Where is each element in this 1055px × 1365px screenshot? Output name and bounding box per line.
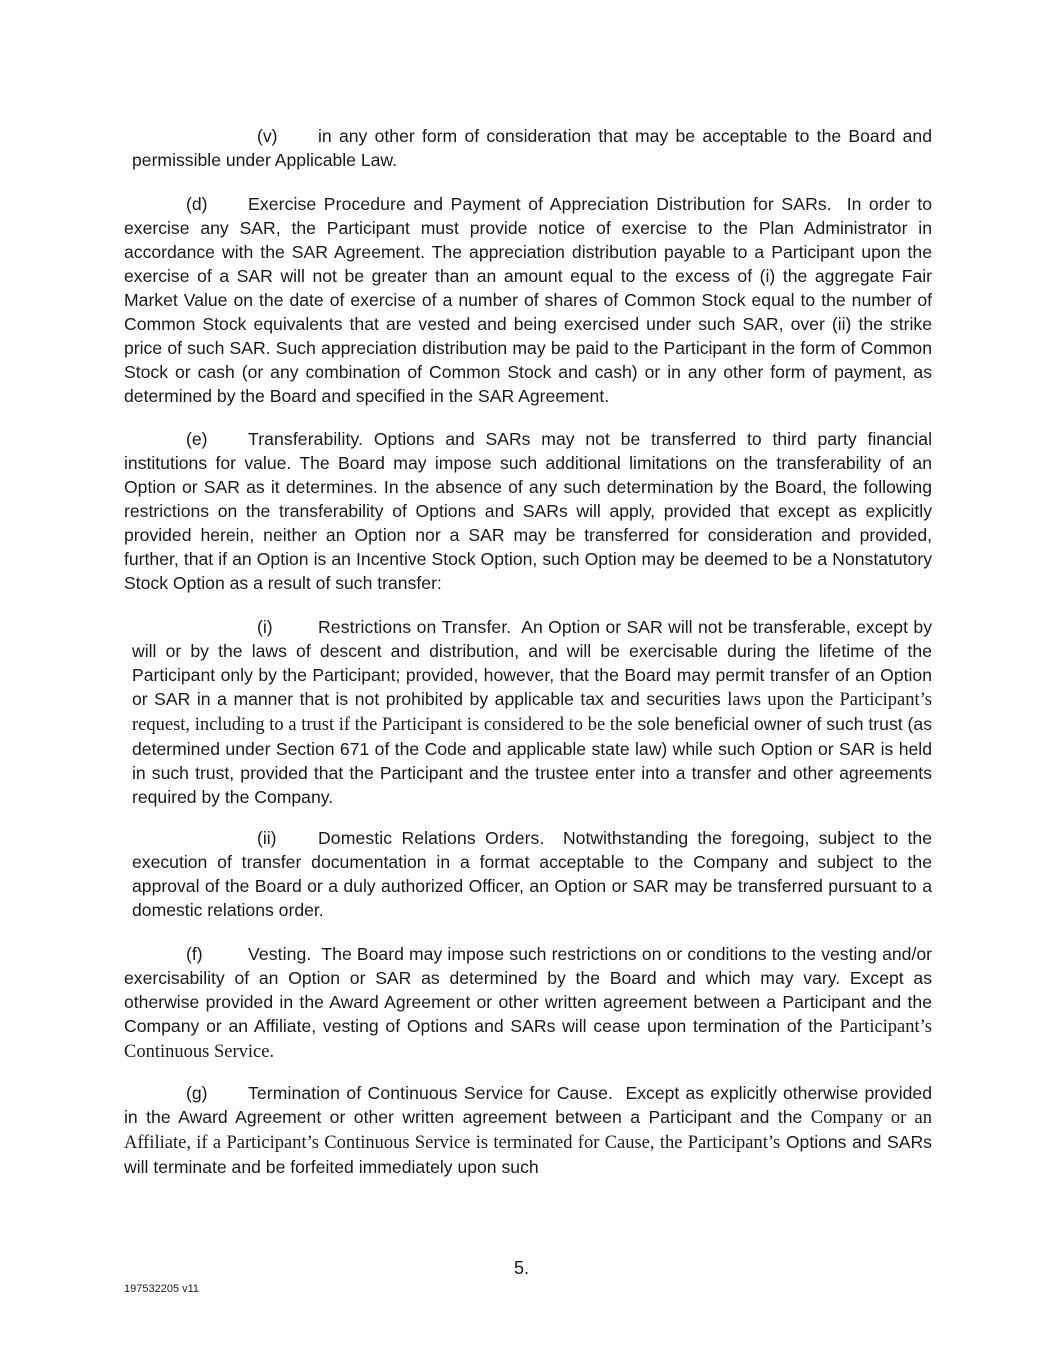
paragraph-heading: Domestic Relations Orders. <box>318 828 545 848</box>
paragraph-number: (ii) <box>257 828 277 848</box>
paragraph-text: Options and SARs may not be transferred to third party financial institutions for value. The Board may impose such additional limitations on the transferability of an Option or SAR as it determines. In the absence of any such determination by the Board, the following restrictions on the transferability of Options and SARs will apply, provided that except as explicitly provided herein, neither an Option nor a SAR may be transferred for consideration and provided, further, that if an Option is an Incentive Stock Option, such Option may be deemed to be a Nonstatutory Stock Option as a result of such transfer: <box>124 429 933 593</box>
paragraph-number: (f) <box>186 944 203 964</box>
paragraph-text-serif: laws upon the Participant’s request, including to a trust if the Participant is considered to be the <box>132 690 932 735</box>
page-number: 5. <box>513 1258 529 1278</box>
paragraph-g <box>124 1081 932 1179</box>
paragraph-heading: Restrictions on Transfer. <box>318 617 512 637</box>
paragraph-text: in any other form of consideration that may be acceptable to the Board and permissible under Applicable Law. <box>132 126 932 170</box>
paragraph-heading: Exercise Procedure and Payment of Appreciation Distribution for SARs. <box>248 194 832 214</box>
paragraph-f <box>124 942 932 1064</box>
paragraph-e-i <box>132 615 932 809</box>
paragraph-number: (v) <box>257 126 278 146</box>
paragraph-text: In order to exercise any SAR, the Participant must provide notice of exercise to the Plan Administrator in accordance with the SAR Agreement. The appreciation distribution payable to a Participant upon the exercise of a SAR will not be greater than an amount equal to the excess of (i) the aggregate Fair Market Value on the date of exercise of a number of shares of Common Stock equal to the number of Common Stock equivalents that are vested and being exercised under such SAR, over (ii) the strike price of such SAR. Such appreciation distribution may be paid to the Participant in the form of Common Stock or cash (or any combination of Common Stock and cash) or in any other form of payment, as determined by the Board and specified in the SAR Agreement. <box>124 194 933 406</box>
paragraph-text: sole beneficial owner of such trust (as determined under Section 671 of the Code and applicable state law) while such Option or SAR is held in such trust, provided that the Participant and the trustee enter into a transfer and other agreements required by the Company. <box>132 714 932 807</box>
paragraph-text: Notwithstanding the foregoing, subject to the execution of transfer documentation in a format acceptable to the Company and subject to the approval of the Board or a duly authorized Officer, an Option or SAR may be transferred pursuant to a domestic relations order. <box>132 828 932 920</box>
paragraph-number: (i) <box>257 617 273 637</box>
paragraph-text: Options and SARs will terminate and be forfeited immediately upon such <box>124 1132 932 1177</box>
paragraph-number: (e) <box>186 429 208 449</box>
paragraph-e <box>124 427 932 595</box>
paragraph-heading: Termination of Continuous Service for Cause. <box>248 1083 614 1103</box>
paragraph-number: (g) <box>186 1083 208 1103</box>
paragraph-text: Except as explicitly otherwise provided in the Award Agreement or other written agreement between a Participant and the <box>124 1083 932 1127</box>
document-id: 197532205 v11 <box>124 1283 200 1295</box>
paragraph-c-v <box>132 124 932 172</box>
paragraph-heading: Transferability. <box>248 429 364 449</box>
paragraph-heading: Vesting. <box>248 944 312 964</box>
paragraph-number: (d) <box>186 194 208 214</box>
paragraph-text: The Board may impose such restrictions on or conditions to the vesting and/or exercisability of an Option or SAR as determined by the Board and which may vary. Except as otherwise provided in the Award Agreement or other written agreement between a Participant and the Company or an Affiliate, vesting of Options and SARs will cease upon termination of the <box>124 944 932 1036</box>
paragraph-e-ii <box>132 826 932 922</box>
paragraph-d <box>124 192 932 408</box>
paragraph-text-serif: Participant’s Continuous Service. <box>124 1017 932 1062</box>
paragraph-text: An Option or SAR will not be transferable, except by will or by the laws of descent and distribution, and will be exercisable during the lifetime of the Participant only by the Participant; provided, however, that the Board may permit transfer of an Option or SAR in a manner that is not prohibited by applicable tax and securities <box>132 617 933 709</box>
paragraph-text-serif: Company or an Affiliate, if a Participant’s Continuous Service is terminated for Cause, the Participant’s <box>124 1108 932 1153</box>
